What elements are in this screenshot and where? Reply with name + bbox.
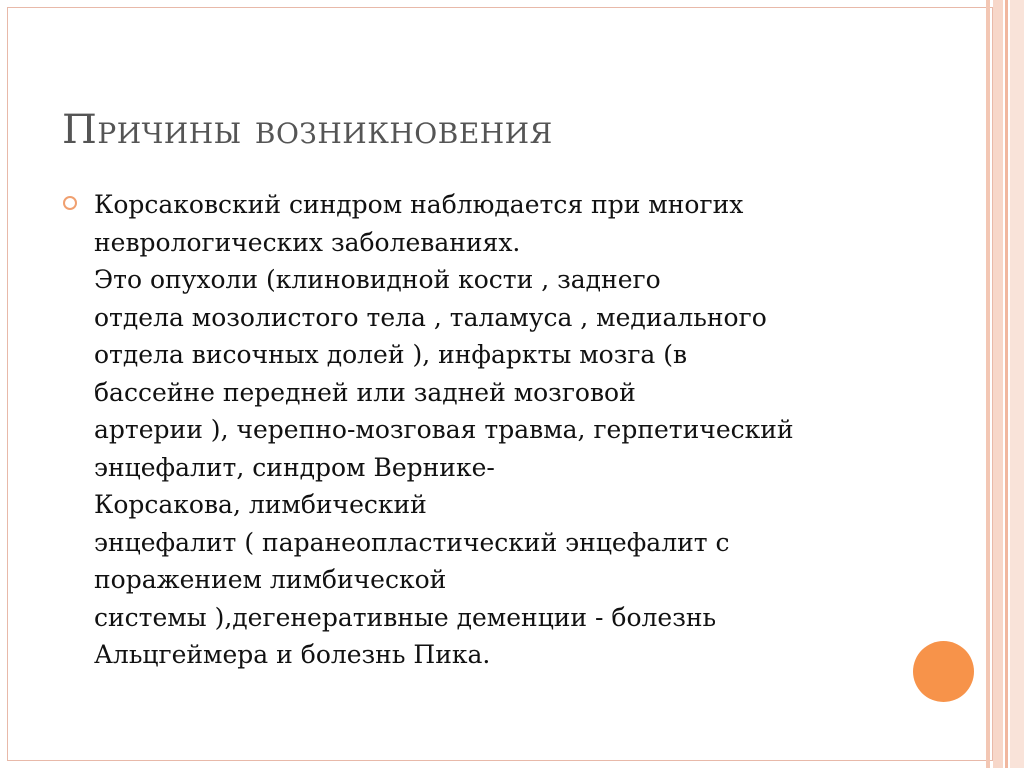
body-line: Корсакова, лимбический bbox=[94, 490, 427, 519]
stripe bbox=[1005, 0, 1008, 768]
stripe bbox=[993, 0, 1003, 768]
body-line: Это опухоли (клиновидной кости , заднего bbox=[94, 265, 661, 294]
right-decorative-stripes bbox=[986, 0, 1024, 768]
body-line: системы ),дегенеративные деменции - болезнь bbox=[94, 602, 717, 632]
orange-circle-icon bbox=[913, 641, 974, 702]
slide-body-text bbox=[94, 186, 904, 674]
body-line: отдела мозолистого тела , таламуса , медиального bbox=[94, 302, 767, 332]
body-line: отдела височных долей ), инфаркты мозга (в bbox=[94, 340, 688, 369]
body-line: артерии ), черепно-мозговая травма, герпетический bbox=[94, 415, 794, 444]
body-line: Корсаковский синдром наблюдается при многих bbox=[94, 190, 744, 219]
body-line: энцефалит, синдром Вернике- bbox=[94, 452, 495, 482]
body-line: поражением лимбической bbox=[94, 565, 447, 594]
body-line: энцефалит ( паранеопластический энцефалит с bbox=[94, 527, 730, 557]
slide-title: Причины возникновения bbox=[62, 107, 553, 153]
stripe bbox=[986, 0, 990, 768]
body-line: Альцгеймера и болезнь Пика. bbox=[94, 640, 491, 669]
stripe bbox=[1010, 0, 1024, 768]
circle-bullet-icon bbox=[63, 196, 77, 210]
body-line: бассейне передней или задней мозговой bbox=[94, 377, 636, 407]
body-line: неврологических заболеваниях. bbox=[94, 227, 521, 257]
